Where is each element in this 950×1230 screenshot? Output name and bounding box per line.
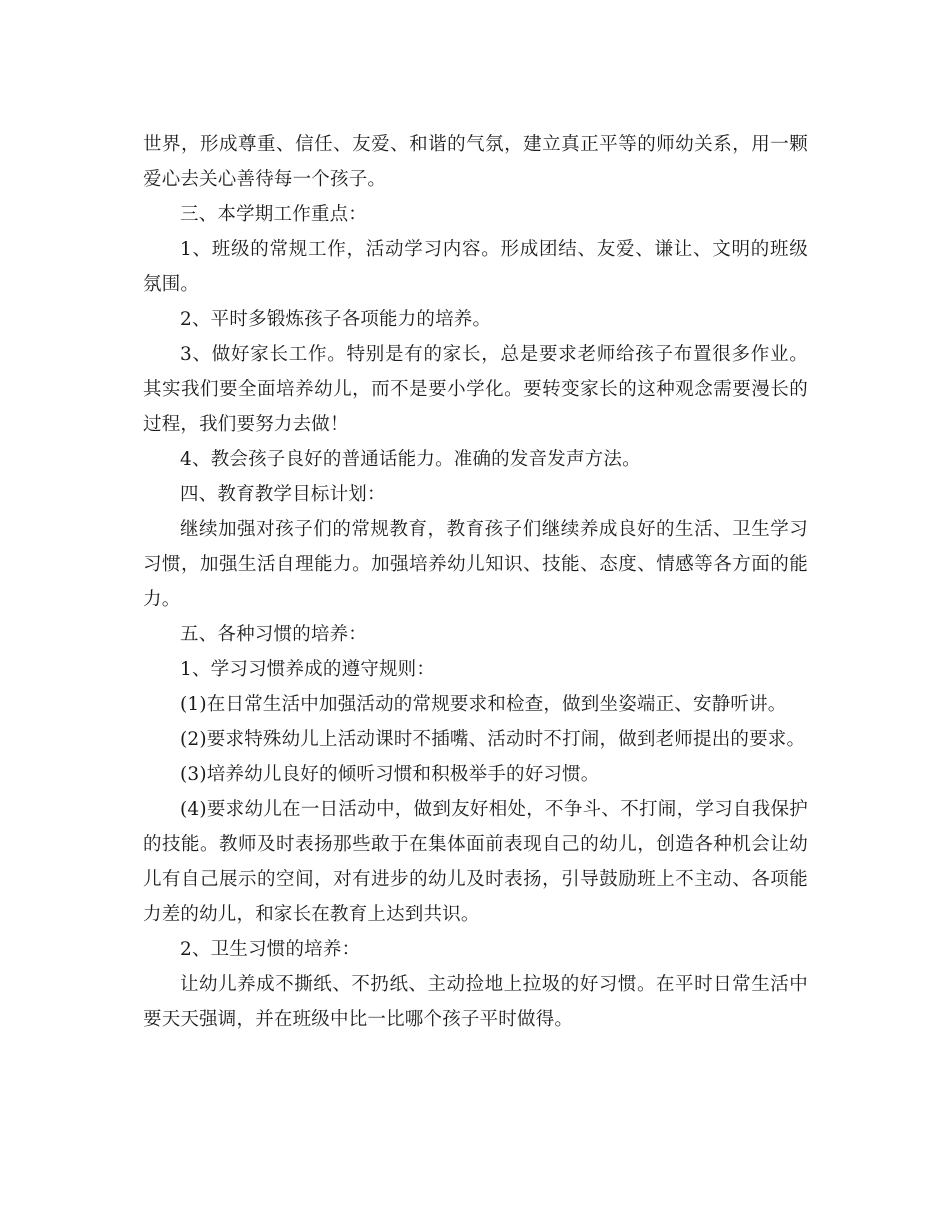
document-body xyxy=(143,127,808,1037)
paragraph: 3、做好家长工作。特别是有的家长，总是要求老师给孩子布置很多作业。其实我们要全面培养幼儿，而不是要小学化。要转变家长的这种观念需要漫长的过程，我们要努力去做！ xyxy=(143,344,808,435)
list-item: (1)在日常生活中加强活动的常规要求和检查，做到坐姿端正、安静听讲。 xyxy=(180,694,787,715)
paragraph: 世界，形成尊重、信任、友爱、和谐的气氛，建立真正平等的师幼关系，用一颗爱心去关心善待每一个孩子。 xyxy=(143,134,808,190)
list-item: (3)培养幼儿良好的倾听习惯和积极举手的好习惯。 xyxy=(180,764,600,785)
paragraph: 1、班级的常规工作，活动学习内容。形成团结、友爱、谦让、文明的班级氛围。 xyxy=(143,239,808,295)
section-heading: 四、教育教学目标计划： xyxy=(180,484,386,505)
paragraph: 让幼儿养成不撕纸、不扔纸、主动捡地上拉圾的好习惯。在平时日常生活中要天天强调，并在班级中比一比哪个孩子平时做得。 xyxy=(143,974,808,1030)
section-heading: 五、各种习惯的培养： xyxy=(180,624,368,645)
paragraph: 4、教会孩子良好的普通话能力。准确的发音发声方法。 xyxy=(180,449,641,470)
paragraph: 继续加强对孩子们的常规教育，教育孩子们继续养成良好的生活、卫生学习习惯，加强生活自理能力。加强培养幼儿知识、技能、态度、情感等各方面的能力。 xyxy=(143,519,808,610)
paragraph: 2、平时多锻炼孩子各项能力的培养。 xyxy=(180,309,492,330)
section-heading: 三、本学期工作重点： xyxy=(180,204,368,225)
subsection-heading: 1、学习习惯养成的遵守规则： xyxy=(180,659,436,680)
list-item: (2)要求特殊幼儿上活动课时不插嘴、活动时不打闹，做到老师提出的要求。 xyxy=(180,729,806,750)
subsection-heading: 2、卫生习惯的培养： xyxy=(180,939,361,960)
list-item: (4)要求幼儿在一日活动中，做到友好相处，不争斗、不打闹，学习自我保护的技能。教师及时表扬那些敢于在集体面前表现自己的幼儿，创造各种机会让幼儿有自己展示的空间，对有进步的幼儿及时表扬，引导鼓励班上不主动、各项能力差的幼儿，和家长在教育上达到共识。 xyxy=(143,799,808,925)
